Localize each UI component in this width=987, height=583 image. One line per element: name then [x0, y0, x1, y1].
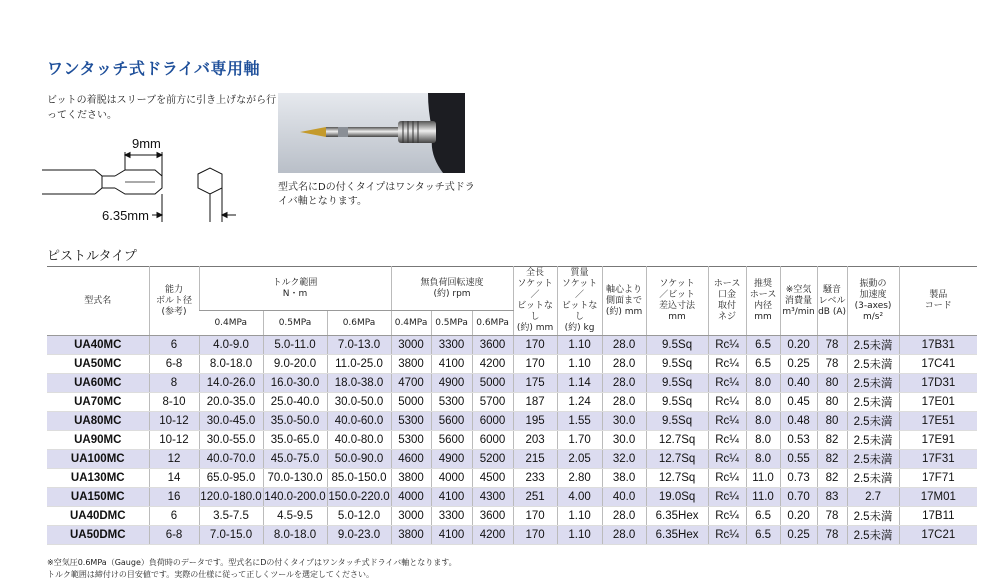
- spec-cell: 30.0-45.0: [199, 412, 263, 431]
- spec-cell: 0.20: [780, 336, 817, 355]
- spec-cell: 17E91: [899, 431, 977, 450]
- spec-cell: 14: [149, 469, 199, 488]
- spec-cell: 4000: [391, 488, 431, 507]
- spec-cell: 40.0-60.0: [327, 412, 391, 431]
- spec-cell: 7.0-15.0: [199, 526, 263, 545]
- spec-cell: 3600: [472, 336, 513, 355]
- model-cell: UA40MC: [47, 336, 149, 355]
- spec-cell: 6.35Hex: [646, 526, 708, 545]
- spec-cell: 4600: [391, 450, 431, 469]
- spec-cell: 203: [513, 431, 557, 450]
- spec-cell: 1.55: [557, 412, 602, 431]
- model-cell: UA70MC: [47, 393, 149, 412]
- spec-cell: 0.20: [780, 507, 817, 526]
- spec-cell: 170: [513, 355, 557, 374]
- spec-cell: 0.48: [780, 412, 817, 431]
- spec-cell: Rc¼: [708, 336, 746, 355]
- model-cell: UA50DMC: [47, 526, 149, 545]
- spec-cell: 11.0: [746, 488, 780, 507]
- spec-cell: 195: [513, 412, 557, 431]
- spec-cell: 6.5: [746, 355, 780, 374]
- spec-cell: 215: [513, 450, 557, 469]
- spec-cell: Rc¼: [708, 431, 746, 450]
- spec-cell: 2.5未満: [847, 412, 899, 431]
- header-hose-dia: 推奨 ホース 内径 mm: [746, 267, 780, 336]
- spec-cell: 233: [513, 469, 557, 488]
- table-row: [47, 393, 977, 412]
- spec-cell: 170: [513, 507, 557, 526]
- spec-cell: 4.0-9.0: [199, 336, 263, 355]
- spec-cell: 251: [513, 488, 557, 507]
- spec-cell: 4500: [472, 469, 513, 488]
- spec-cell: 40.0-70.0: [199, 450, 263, 469]
- spec-cell: 17F31: [899, 450, 977, 469]
- spec-cell: 2.5未満: [847, 355, 899, 374]
- spec-cell: 28.0: [602, 526, 646, 545]
- table-row: [47, 374, 977, 393]
- spec-cell: 0.25: [780, 526, 817, 545]
- spec-cell: 3300: [431, 336, 472, 355]
- spec-cell: 8.0: [746, 450, 780, 469]
- spec-cell: 5300: [431, 393, 472, 412]
- spec-cell: 80: [817, 393, 847, 412]
- spec-cell: 4.00: [557, 488, 602, 507]
- spec-cell: 2.5未満: [847, 507, 899, 526]
- table-row: [47, 336, 977, 355]
- driver-shaft-photo: [278, 93, 465, 173]
- model-cell: UA40DMC: [47, 507, 149, 526]
- spec-cell: 140.0-200.0: [263, 488, 327, 507]
- model-cell: UA80MC: [47, 412, 149, 431]
- spec-cell: 28.0: [602, 355, 646, 374]
- spec-cell: 9.5Sq: [646, 412, 708, 431]
- spec-cell: 82: [817, 469, 847, 488]
- spec-cell: 30.0: [602, 431, 646, 450]
- spec-cell: 9.5Sq: [646, 336, 708, 355]
- spec-cell: 6.5: [746, 526, 780, 545]
- spec-cell: 20.0-35.0: [199, 393, 263, 412]
- spec-cell: 6.5: [746, 507, 780, 526]
- spec-cell: 40.0-80.0: [327, 431, 391, 450]
- spec-table-container: [47, 266, 977, 545]
- photo-caption: 型式名にDの付くタイプはワンタッチ式ドライバ軸となります。: [278, 182, 475, 207]
- spec-cell: 30.0-50.0: [327, 393, 391, 412]
- header-noise: 騒音 レベル dB (A): [817, 267, 847, 336]
- header-torque: トルク範囲 N・m: [199, 267, 391, 311]
- spec-cell: 5000: [391, 393, 431, 412]
- spec-cell: 17C41: [899, 355, 977, 374]
- spec-cell: 2.5未満: [847, 431, 899, 450]
- spec-cell: 85.0-150.0: [327, 469, 391, 488]
- spec-cell: 4900: [431, 450, 472, 469]
- spec-cell: 78: [817, 336, 847, 355]
- spec-cell: 14.0-26.0: [199, 374, 263, 393]
- spec-cell: 38.0: [602, 469, 646, 488]
- header-torque-04: 0.4MPa: [199, 311, 263, 336]
- spec-cell: 17E01: [899, 393, 977, 412]
- spec-cell: 16: [149, 488, 199, 507]
- spec-cell: Rc¼: [708, 488, 746, 507]
- spec-cell: 78: [817, 526, 847, 545]
- spec-cell: 78: [817, 355, 847, 374]
- spec-cell: 0.25: [780, 355, 817, 374]
- spec-cell: 1.10: [557, 355, 602, 374]
- dim-9mm-label: 9mm: [132, 136, 161, 151]
- spec-cell: 5300: [391, 412, 431, 431]
- spec-cell: 0.40: [780, 374, 817, 393]
- model-cell: UA60MC: [47, 374, 149, 393]
- spec-cell: 8.0: [746, 412, 780, 431]
- spec-cell: 4900: [431, 374, 472, 393]
- spec-cell: 17D31: [899, 374, 977, 393]
- spec-cell: 12.7Sq: [646, 469, 708, 488]
- spec-cell: 175: [513, 374, 557, 393]
- header-torque-05: 0.5MPa: [263, 311, 327, 336]
- spec-cell: 4100: [431, 526, 472, 545]
- spec-cell: 2.5未満: [847, 469, 899, 488]
- spec-cell: 5200: [472, 450, 513, 469]
- spec-cell: 2.5未満: [847, 374, 899, 393]
- spec-cell: 80: [817, 374, 847, 393]
- spec-cell: Rc¼: [708, 469, 746, 488]
- spec-cell: 0.73: [780, 469, 817, 488]
- spec-cell: 0.53: [780, 431, 817, 450]
- spec-cell: 6-8: [149, 526, 199, 545]
- spec-cell: 4100: [431, 355, 472, 374]
- spec-cell: 4000: [431, 469, 472, 488]
- spec-cell: 45.0-75.0: [263, 450, 327, 469]
- spec-cell: 19.0Sq: [646, 488, 708, 507]
- header-hose-conn: ホース 口金 取付 ネジ: [708, 267, 746, 336]
- spec-cell: 3800: [391, 469, 431, 488]
- spec-cell: 28.0: [602, 507, 646, 526]
- spec-cell: 80: [817, 412, 847, 431]
- spec-cell: Rc¼: [708, 393, 746, 412]
- table-row: [47, 488, 977, 507]
- spec-cell: 5.0-11.0: [263, 336, 327, 355]
- spec-cell: 2.5未満: [847, 526, 899, 545]
- spec-cell: 5600: [431, 412, 472, 431]
- spec-cell: 40.0: [602, 488, 646, 507]
- spec-cell: Rc¼: [708, 507, 746, 526]
- spec-cell: 1.70: [557, 431, 602, 450]
- spec-cell: 150.0-220.0: [327, 488, 391, 507]
- spec-cell: 8-10: [149, 393, 199, 412]
- spec-cell: 3000: [391, 336, 431, 355]
- spec-cell: 17F71: [899, 469, 977, 488]
- spec-cell: 6.35Hex: [646, 507, 708, 526]
- spec-cell: 83: [817, 488, 847, 507]
- spec-cell: 3000: [391, 507, 431, 526]
- spec-cell: 11.0: [746, 469, 780, 488]
- spec-cell: 7.0-13.0: [327, 336, 391, 355]
- table-row: [47, 507, 977, 526]
- spec-cell: 8.0: [746, 393, 780, 412]
- spec-cell: 9.0-23.0: [327, 526, 391, 545]
- spec-cell: 2.5未満: [847, 450, 899, 469]
- spec-cell: 1.24: [557, 393, 602, 412]
- spec-cell: 6000: [472, 431, 513, 450]
- spec-cell: 10-12: [149, 431, 199, 450]
- spec-cell: 9.5Sq: [646, 393, 708, 412]
- spec-cell: 5600: [431, 431, 472, 450]
- spec-cell: Rc¼: [708, 355, 746, 374]
- header-length: 全長 ソケット／ ビットなし (約) mm: [513, 267, 557, 336]
- section-subtitle: ピストルタイプ: [47, 249, 137, 264]
- spec-cell: 8.0: [746, 374, 780, 393]
- spec-cell: Rc¼: [708, 412, 746, 431]
- spec-cell: 17B11: [899, 507, 977, 526]
- table-row: [47, 412, 977, 431]
- spec-cell: Rc¼: [708, 374, 746, 393]
- spec-cell: 4300: [472, 488, 513, 507]
- header-mass: 質量 ソケット／ ビットなし (約) kg: [557, 267, 602, 336]
- spec-table: [47, 266, 977, 545]
- spec-cell: 82: [817, 450, 847, 469]
- spec-cell: 2.7: [847, 488, 899, 507]
- spec-cell: 170: [513, 526, 557, 545]
- header-model: 型式名: [47, 267, 149, 336]
- description-text: ビットの着脱はスリーブを前方に引き上げながら行ってください。: [47, 95, 277, 121]
- spec-cell: 6: [149, 336, 199, 355]
- spec-cell: 17B31: [899, 336, 977, 355]
- header-torque-06: 0.6MPa: [327, 311, 391, 336]
- spec-cell: 3800: [391, 526, 431, 545]
- spec-cell: 10-12: [149, 412, 199, 431]
- spec-cell: 4100: [431, 488, 472, 507]
- spec-cell: 12.7Sq: [646, 450, 708, 469]
- table-row: [47, 526, 977, 545]
- header-code: 製品 コード: [899, 267, 977, 336]
- spec-cell: 5700: [472, 393, 513, 412]
- spec-cell: 170: [513, 336, 557, 355]
- spec-cell: 1.14: [557, 374, 602, 393]
- spec-cell: 5300: [391, 431, 431, 450]
- spec-cell: 30.0: [602, 412, 646, 431]
- spec-cell: 4700: [391, 374, 431, 393]
- header-bolt: 能力 ボルト径 (参考): [149, 267, 199, 336]
- table-row: [47, 450, 977, 469]
- spec-cell: 82: [817, 431, 847, 450]
- header-axis: 軸心より 側面まで (約) mm: [602, 267, 646, 336]
- spec-cell: 5.0-12.0: [327, 507, 391, 526]
- spec-cell: 1.10: [557, 336, 602, 355]
- spec-cell: 5000: [472, 374, 513, 393]
- header-socket: ソケット ／ビット 差込寸法 mm: [646, 267, 708, 336]
- spec-cell: 1.10: [557, 507, 602, 526]
- header-speed-06: 0.6MPa: [472, 311, 513, 336]
- spec-cell: 30.0-55.0: [199, 431, 263, 450]
- spec-cell: 3800: [391, 355, 431, 374]
- header-speed-04: 0.4MPa: [391, 311, 431, 336]
- spec-cell: 9.0-20.0: [263, 355, 327, 374]
- spec-cell: 9.5Sq: [646, 355, 708, 374]
- spec-cell: 25.0-40.0: [263, 393, 327, 412]
- spec-cell: Rc¼: [708, 526, 746, 545]
- footnotes: [47, 557, 457, 581]
- spec-cell: 4.5-9.5: [263, 507, 327, 526]
- spec-cell: 9.5Sq: [646, 374, 708, 393]
- spec-cell: 17E51: [899, 412, 977, 431]
- spec-cell: 8.0-18.0: [263, 526, 327, 545]
- header-speed: 無負荷回転速度 (約) rpm: [391, 267, 513, 311]
- table-row: [47, 355, 977, 374]
- spec-cell: 12.7Sq: [646, 431, 708, 450]
- spec-cell: 8.0-18.0: [199, 355, 263, 374]
- header-vibration: 振動の 加速度 (3-axes) m/s²: [847, 267, 899, 336]
- spec-cell: 6: [149, 507, 199, 526]
- spec-cell: 0.55: [780, 450, 817, 469]
- footnote-1: ※空気圧0.6MPa（Gauge）負荷時のデータです。型式名にDの付くタイプはワンタッチ式ドライバ軸となります。: [47, 558, 457, 567]
- page-title: ワンタッチ式ドライバ専用軸: [47, 59, 261, 78]
- spec-cell: 2.05: [557, 450, 602, 469]
- spec-cell: 4200: [472, 526, 513, 545]
- spec-cell: 78: [817, 507, 847, 526]
- spec-cell: 28.0: [602, 374, 646, 393]
- spec-cell: 11.0-25.0: [327, 355, 391, 374]
- spec-cell: 28.0: [602, 393, 646, 412]
- spec-cell: 2.80: [557, 469, 602, 488]
- model-cell: UA100MC: [47, 450, 149, 469]
- model-cell: UA90MC: [47, 431, 149, 450]
- spec-cell: 6.5: [746, 336, 780, 355]
- header-speed-05: 0.5MPa: [431, 311, 472, 336]
- spec-cell: 65.0-95.0: [199, 469, 263, 488]
- spec-cell: 16.0-30.0: [263, 374, 327, 393]
- spec-cell: 1.10: [557, 526, 602, 545]
- spec-cell: 0.45: [780, 393, 817, 412]
- spec-cell: 0.70: [780, 488, 817, 507]
- spec-cell: 8: [149, 374, 199, 393]
- spec-cell: 2.5未満: [847, 393, 899, 412]
- spec-cell: 32.0: [602, 450, 646, 469]
- spec-cell: 18.0-38.0: [327, 374, 391, 393]
- spec-cell: 8.0: [746, 431, 780, 450]
- spec-cell: 3.5-7.5: [199, 507, 263, 526]
- table-row: [47, 431, 977, 450]
- spec-cell: 35.0-65.0: [263, 431, 327, 450]
- dim-635mm-label: 6.35mm: [102, 208, 149, 223]
- spec-cell: 187: [513, 393, 557, 412]
- spec-cell: 17C21: [899, 526, 977, 545]
- spec-cell: 12: [149, 450, 199, 469]
- spec-cell: 6-8: [149, 355, 199, 374]
- spec-cell: 70.0-130.0: [263, 469, 327, 488]
- header-air: ※空気 消費量 m³/min: [780, 267, 817, 336]
- spec-cell: 120.0-180.0: [199, 488, 263, 507]
- spec-cell: 2.5未満: [847, 336, 899, 355]
- spec-cell: 4200: [472, 355, 513, 374]
- table-row: [47, 469, 977, 488]
- spec-cell: 17M01: [899, 488, 977, 507]
- spec-cell: 3600: [472, 507, 513, 526]
- model-cell: UA150MC: [47, 488, 149, 507]
- spec-cell: Rc¼: [708, 450, 746, 469]
- model-cell: UA50MC: [47, 355, 149, 374]
- spec-cell: 35.0-50.0: [263, 412, 327, 431]
- model-cell: UA130MC: [47, 469, 149, 488]
- bit-dimension-diagram: [40, 130, 270, 230]
- spec-cell: 28.0: [602, 336, 646, 355]
- spec-cell: 6000: [472, 412, 513, 431]
- spec-cell: 3300: [431, 507, 472, 526]
- footnote-2: トルク範囲は締付けの目安値です。実際の仕様に従って正しくツールを選定してください。: [47, 570, 375, 579]
- spec-cell: 50.0-90.0: [327, 450, 391, 469]
